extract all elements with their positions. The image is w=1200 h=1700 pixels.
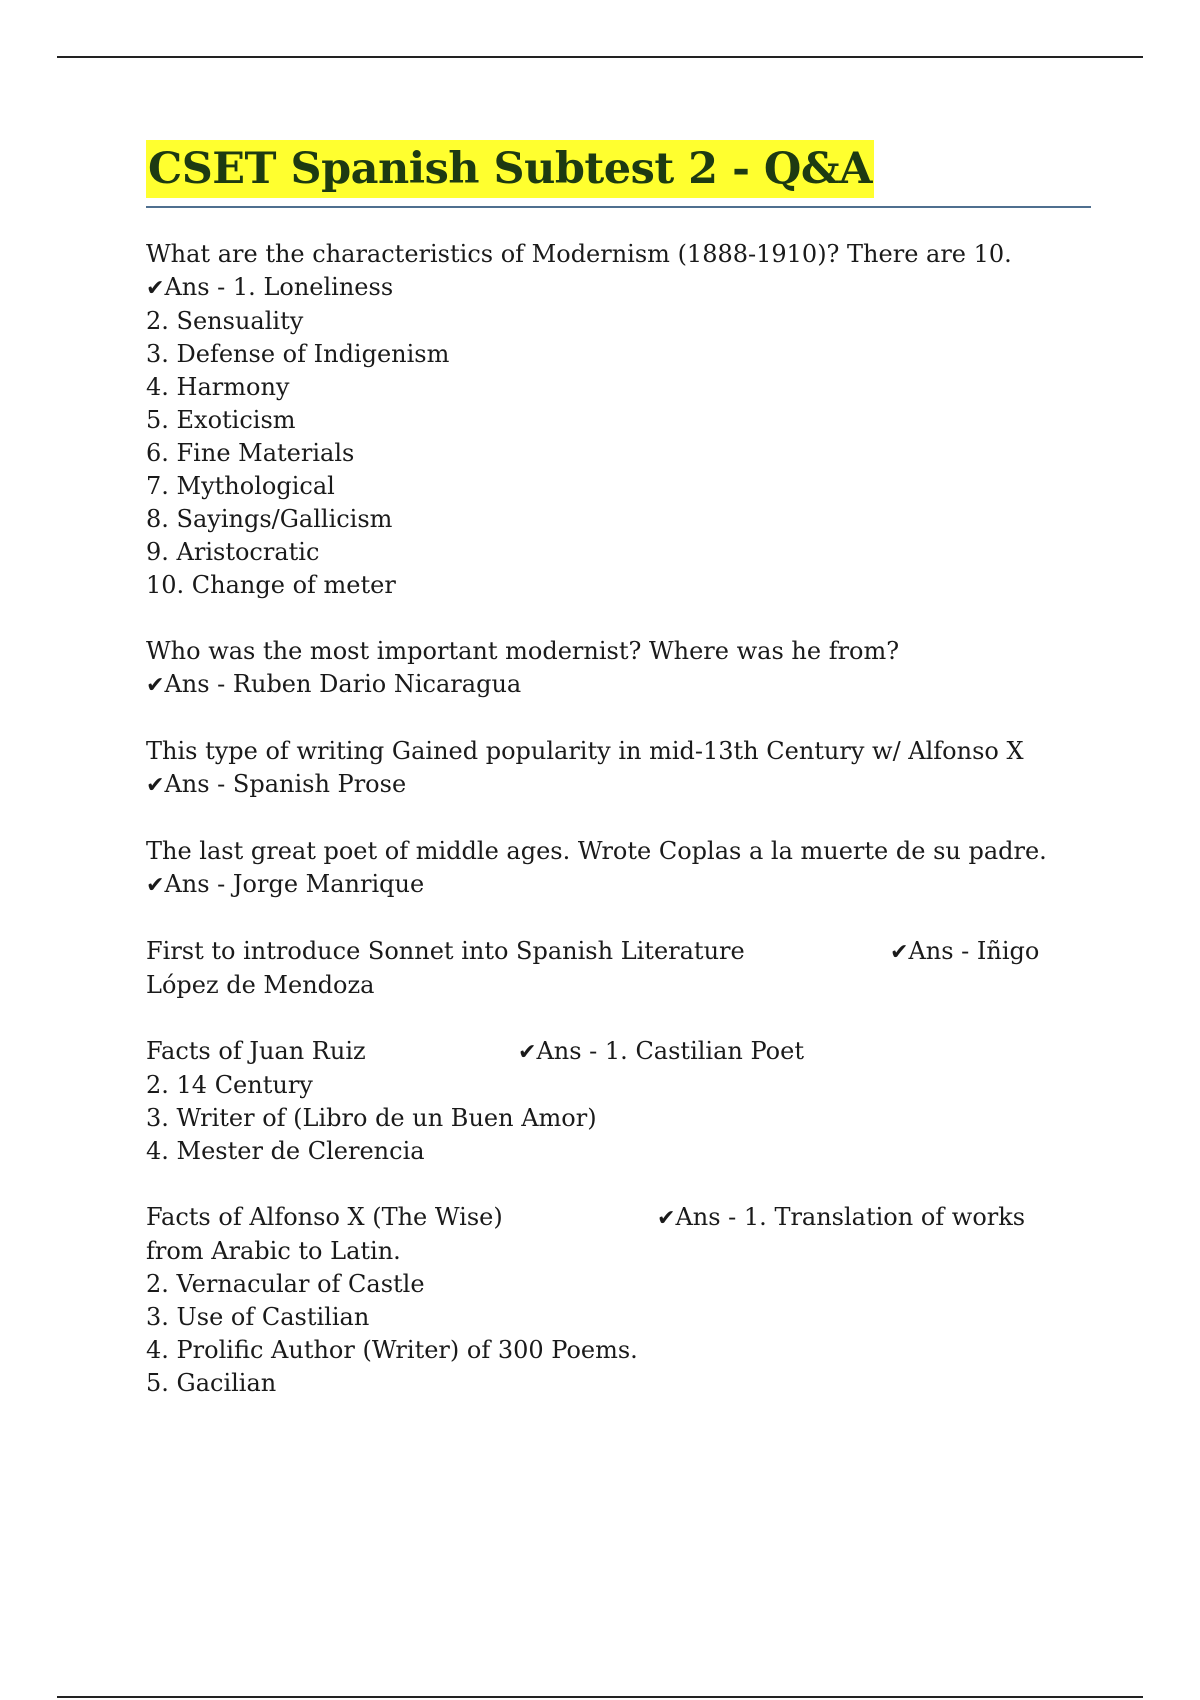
answer-item: 3. Defense of Indigenism <box>146 340 450 368</box>
answer-item: 2. Vernacular of Castle <box>146 1270 425 1298</box>
answer-item: 3. Use of Castilian <box>146 1303 370 1331</box>
title-block <box>146 140 1091 208</box>
question-text: What are the characteristics of Modernism (1888-1910)? There are 10. <box>146 240 1012 268</box>
qa-item <box>146 635 1091 702</box>
answer-item: 2. 14 Century <box>146 1071 313 1099</box>
question-text: Who was the most important modernist? Where was he from? <box>146 637 900 665</box>
answer-item: 3. Writer of (Libro de un Buen Amor) <box>146 1104 597 1132</box>
question-text: The last great poet of middle ages. Wrote Coplas a la muerte de su padre. <box>146 837 1047 865</box>
check-icon: ✔ <box>657 1206 676 1231</box>
question-answer-line <box>146 1035 1091 1069</box>
qa-item <box>146 1201 1091 1400</box>
answer-item: 5. Exoticism <box>146 406 296 434</box>
qa-item <box>146 1035 1091 1168</box>
answer-item: 5. Gacilian <box>146 1369 277 1397</box>
answer-item: 4. Prolific Author (Writer) of 300 Poems. <box>146 1336 638 1364</box>
answer-item: López de Mendoza <box>146 971 375 999</box>
answer-text: Ans - Iñigo <box>908 937 1040 965</box>
check-icon: ✔ <box>146 873 165 898</box>
check-icon: ✔ <box>890 940 909 965</box>
answer-item: 9. Aristocratic <box>146 538 320 566</box>
answer-line <box>146 868 1091 902</box>
document-body <box>146 140 1091 1433</box>
answer-line <box>146 768 1091 802</box>
question-answer-line <box>146 1201 1091 1235</box>
question-text: First to introduce Sonnet into Spanish Literature <box>146 937 745 965</box>
qa-item <box>146 238 1091 602</box>
answer-item: 4. Mester de Clerencia <box>146 1137 425 1165</box>
document-title: CSET Spanish Subtest 2 - Q&A <box>146 140 874 198</box>
answer-text: Ans - Ruben Dario Nicaragua <box>164 670 522 698</box>
qa-item <box>146 735 1091 802</box>
answer-text: Ans - 1. Translation of works <box>675 1203 1026 1231</box>
check-icon: ✔ <box>518 1040 537 1065</box>
answer-item: 10. Change of meter <box>146 571 396 599</box>
answer-item: from Arabic to Latin. <box>146 1237 401 1265</box>
answer-line <box>146 668 1091 702</box>
question-text: Facts of Alfonso X (The Wise) <box>146 1203 503 1231</box>
question-answer-line <box>146 935 1091 969</box>
answer-text: Ans - 1. Loneliness <box>164 273 394 301</box>
top-rule <box>57 56 1143 58</box>
answer-text: Ans - Jorge Manrique <box>164 870 425 898</box>
question-text: This type of writing Gained popularity in mid-13th Century w/ Alfonso X <box>146 737 1024 765</box>
answer-item: 4. Harmony <box>146 373 290 401</box>
check-icon: ✔ <box>146 276 165 301</box>
question-text: Facts of Juan Ruiz <box>146 1037 366 1065</box>
check-icon: ✔ <box>146 673 165 698</box>
qa-item <box>146 935 1091 1002</box>
answer-item: 2. Sensuality <box>146 307 304 335</box>
answer-item: 7. Mythological <box>146 472 335 500</box>
qa-item <box>146 835 1091 902</box>
answer-line <box>146 271 1091 305</box>
check-icon: ✔ <box>146 773 165 798</box>
answer-item: 8. Sayings/Gallicism <box>146 505 393 533</box>
answer-text: Ans - Spanish Prose <box>164 770 407 798</box>
answer-text: Ans - 1. Castilian Poet <box>536 1037 804 1065</box>
bottom-rule <box>57 1696 1143 1698</box>
answer-item: 6. Fine Materials <box>146 439 355 467</box>
